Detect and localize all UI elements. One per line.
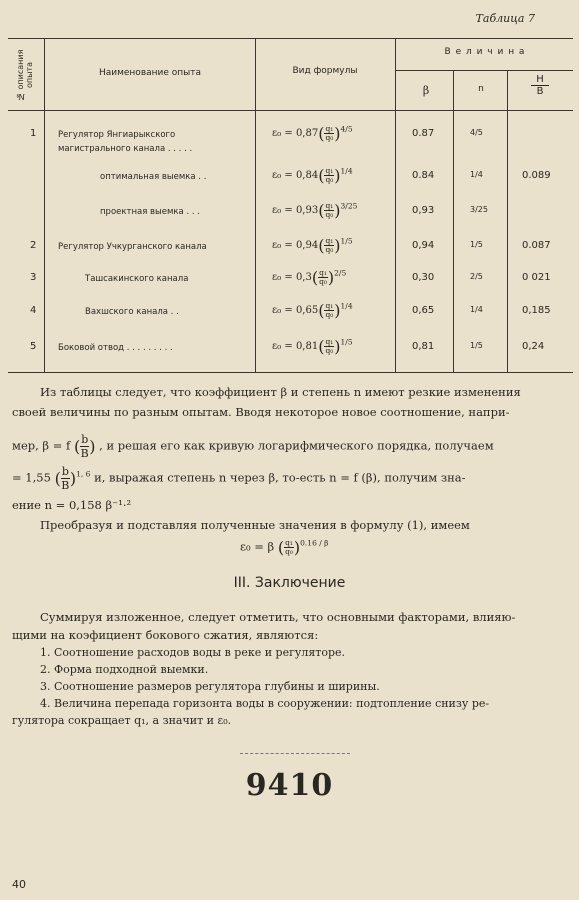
q-fraction: [324, 167, 334, 184]
row-number: 2: [30, 240, 37, 251]
q-denominator: q₀: [285, 547, 293, 556]
beta-value: 0,94: [412, 240, 435, 251]
paren: (: [73, 437, 81, 456]
q-numerator: q₁: [325, 201, 334, 210]
paren: (: [318, 166, 325, 185]
paren: (: [318, 124, 325, 143]
text-fragment: = 1,55: [12, 470, 51, 485]
header-n: n: [478, 84, 484, 94]
formula-lhs: ε₀ =: [272, 305, 293, 316]
formula-lhs: ε₀ =: [272, 240, 293, 251]
exponent: 1, 6: [76, 469, 91, 479]
equation-exponent: 0.16 / β: [300, 538, 329, 548]
paren: ): [334, 337, 341, 356]
formula-coef: 0,84: [295, 170, 319, 181]
q-numerator: q₁: [319, 268, 327, 277]
table-top-rule: [8, 38, 573, 39]
paren: ): [334, 166, 341, 185]
q-denominator: q₀: [325, 133, 334, 142]
header-experiment-number: № описания опыта: [16, 49, 34, 101]
paren: (: [318, 201, 325, 220]
paren: ): [293, 538, 301, 557]
n-value: 2/5: [470, 272, 483, 281]
q-fraction: [324, 338, 334, 355]
formula-cell: [272, 236, 353, 255]
formula-lhs: ε₀ =: [272, 128, 293, 139]
paren: (: [311, 268, 319, 287]
formula-exponent: 1/4: [340, 301, 353, 311]
q-fraction: [324, 125, 334, 142]
list-item: 3. Соотношение размеров регулятора глубины и ширины.: [40, 680, 380, 693]
formula-coef: 0,65: [295, 305, 319, 316]
text-line-formula: [12, 465, 466, 492]
formula-exponent: 3/25: [340, 201, 358, 211]
formula-cell: [272, 166, 353, 185]
formula-cell: [272, 268, 346, 287]
paren: ): [334, 201, 341, 220]
q-fraction: [284, 539, 294, 556]
paren: ): [327, 268, 335, 287]
text-line: Суммируя изложенное, следует отметить, что основными факторами, влияю-: [40, 610, 516, 624]
paren: (: [318, 236, 325, 255]
header-b: B: [536, 86, 544, 97]
q-fraction: [324, 237, 334, 254]
formula-lhs: ε₀ =: [272, 205, 293, 216]
table-vline: [507, 70, 508, 372]
fraction-denominator: B: [80, 447, 89, 460]
b-over-B-fraction: [80, 433, 89, 460]
q-denominator: q₀: [325, 310, 334, 319]
beta-value: 0,93: [412, 205, 435, 216]
fraction-numerator: b: [81, 433, 89, 446]
paren: ): [334, 124, 341, 143]
q-numerator: q₁: [325, 301, 334, 310]
b-over-B-fraction: [61, 465, 70, 492]
text-fragment: , и решая его как кривую логарифмического порядка, получаем: [99, 438, 494, 453]
table-caption: Таблица 7: [475, 12, 535, 25]
paren: ): [89, 437, 96, 456]
formula-coef: 0,93: [295, 205, 319, 216]
text-line: своей величины по разным опытам. Вводя некоторое новое соотношение, напри-: [12, 405, 510, 419]
formula-lhs: ε₀ =: [272, 170, 293, 181]
formula-coef: 0,94: [295, 240, 319, 251]
list-item: 4. Величина перепада горизонта воды в сооружении: подтопление снизу ре-: [40, 697, 490, 710]
formula-exponent: 1/4: [340, 166, 353, 176]
experiment-name: Регулятор Учкурганского канала: [58, 242, 207, 252]
q-denominator: q₀: [325, 210, 334, 219]
h-over-b-value: 0.087: [522, 240, 551, 251]
beta-value: 0.87: [412, 128, 435, 139]
text-line-formula: [12, 433, 494, 460]
formula-cell: [272, 301, 353, 320]
n-value: 3/25: [470, 205, 488, 214]
paren: (: [54, 469, 61, 488]
formula-lhs: ε₀ =: [272, 272, 293, 283]
equation-line: [240, 538, 328, 557]
experiment-name: Боковой отвод . . . . . . . . .: [58, 343, 173, 353]
separator-rule: [240, 753, 350, 754]
text-fragment: и, выражая степень n через β, то-есть n = f (β), получим зна-: [94, 470, 466, 485]
row-number: 1: [30, 128, 37, 139]
h-over-b-value: 0,24: [522, 341, 545, 352]
q-numerator: q₁: [325, 124, 334, 133]
formula-coef: 0,81: [295, 341, 319, 352]
table-bottom-rule: [8, 372, 573, 373]
header-formula: Вид формулы: [292, 66, 358, 76]
table-vline: [453, 70, 454, 372]
header-h: H: [531, 74, 549, 86]
paren: ): [69, 469, 77, 488]
text-line: Преобразуя и подставляя полученные значения в формулу (1), имеем: [40, 518, 470, 532]
equation-lhs: ε₀ = β: [240, 539, 275, 554]
formula-exponent: 1/5: [340, 236, 353, 246]
page-number: 40: [12, 878, 26, 891]
list-item-continuation: гулятора сокращает q₁, а значит и ε₀.: [12, 714, 232, 727]
text-line: щими на коэфициент бокового сжатия, являются:: [12, 628, 319, 642]
header-h-over-b: [510, 74, 570, 97]
paren: ): [334, 301, 341, 320]
row-number: 5: [30, 341, 37, 352]
h-over-b-value: 0 021: [522, 272, 551, 283]
list-item: 1. Соотношение расходов воды в реке и регуляторе.: [40, 646, 346, 659]
formula-lhs: ε₀ =: [272, 341, 293, 352]
paren: (: [277, 538, 285, 557]
h-over-b-value: 0.089: [522, 170, 551, 181]
q-denominator: q₀: [319, 277, 327, 286]
formula-coef: 0,87: [295, 128, 319, 139]
row-number: 4: [30, 305, 37, 316]
table-subheader-rule: [395, 70, 573, 71]
table-header-rule: [8, 110, 573, 111]
header-value-group: В е л и ч и н а: [444, 47, 526, 57]
paren: ): [334, 236, 341, 255]
text-line: Из таблицы следует, что коэффициент β и степень n имеют резкие изменения: [40, 385, 521, 399]
beta-value: 0.84: [412, 170, 435, 181]
q-denominator: q₀: [325, 175, 334, 184]
experiment-name: оптимальная выемка . .: [100, 172, 207, 182]
q-numerator: q₁: [325, 236, 334, 245]
beta-value: 0,81: [412, 341, 435, 352]
formula-cell: [272, 124, 353, 143]
experiment-name: Регулятор Янгиарыкского магистрального канала . . . . .: [58, 130, 193, 154]
paren: (: [318, 337, 325, 356]
q-numerator: q₁: [325, 337, 334, 346]
formula-coef: 0,3: [295, 272, 312, 283]
beta-value: 0,65: [412, 305, 435, 316]
table-vline: [44, 38, 45, 372]
q-numerator: q₁: [325, 166, 334, 175]
text-fragment: мер, β = f: [12, 438, 71, 453]
formula-cell: [272, 201, 357, 220]
q-numerator: q₁: [285, 538, 293, 547]
header-experiment-name: Наименование опыта: [98, 68, 202, 78]
q-fraction: [318, 269, 328, 286]
formula-exponent: 1/5: [340, 337, 353, 347]
list-item: 2. Форма подходной выемки.: [40, 663, 209, 676]
experiment-name: Ташсакинского канала: [85, 274, 189, 284]
q-denominator: q₀: [325, 245, 334, 254]
formula-cell: [272, 337, 353, 356]
n-value: 4/5: [470, 128, 483, 137]
q-fraction: [324, 202, 334, 219]
experiment-name: проектная выемка . . .: [100, 207, 200, 217]
fraction-numerator: b: [61, 465, 69, 478]
n-value: 1/4: [470, 170, 483, 179]
stamp-number: 9410: [245, 768, 334, 803]
formula-exponent: 2/5: [334, 268, 347, 278]
n-value: 1/4: [470, 305, 483, 314]
q-fraction: [324, 302, 334, 319]
text-line: ение n = 0,158 β⁻¹·²: [12, 498, 132, 512]
fraction-denominator: B: [61, 479, 70, 492]
n-value: 1/5: [470, 341, 483, 350]
row-number: 3: [30, 272, 37, 283]
formula-exponent: 4/5: [340, 124, 353, 134]
paren: (: [318, 301, 325, 320]
n-value: 1/5: [470, 240, 483, 249]
header-beta: β: [422, 84, 430, 97]
beta-value: 0,30: [412, 272, 435, 283]
table-vline: [395, 38, 396, 372]
experiment-name: Вахшского канала . .: [85, 307, 179, 317]
section-title: III. Заключение: [233, 575, 346, 591]
h-over-b-value: 0,185: [522, 305, 551, 316]
q-denominator: q₀: [325, 346, 334, 355]
